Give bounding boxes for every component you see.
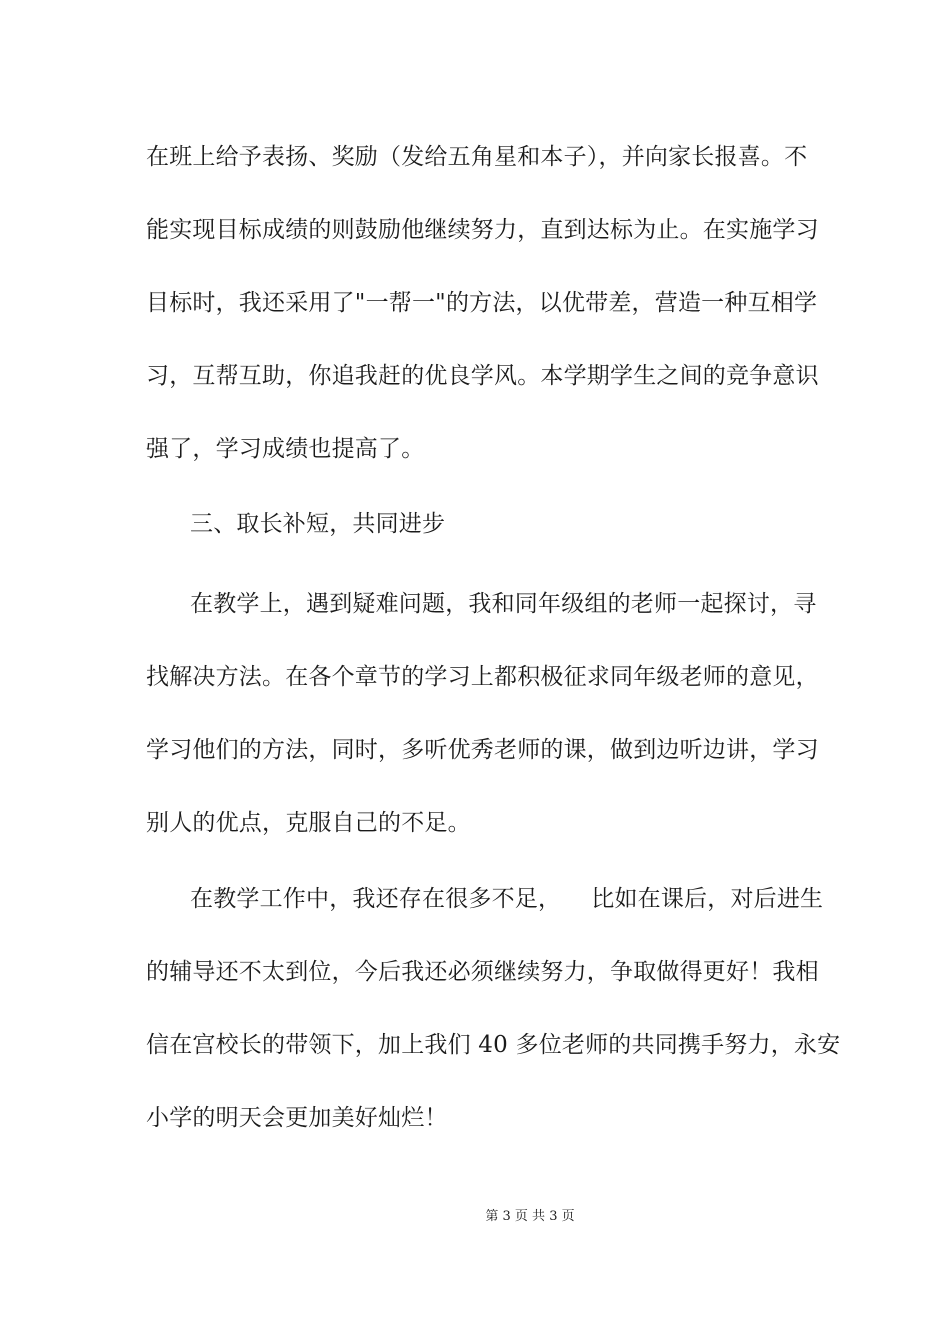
paragraph-line: 在教学上，遇到疑难问题，我和同年级组的老师一起探讨，寻 — [190, 591, 817, 617]
paragraph-line: 在教学工作中，我还存在很多不足， 比如在课后，对后进生 — [190, 886, 824, 912]
page-footer: 第 3 页 共 3 页 — [485, 1209, 575, 1224]
paragraph-line: 习，互帮互助，你追我赶的优良学风。本学期学生之间的竞争意识 — [146, 363, 819, 389]
paragraph-line: 小学的明天会更加美好灿烂！ — [146, 1105, 448, 1131]
paragraph-line: 信在宫校长的带领下，加上我们 40 多位老师的共同携手努力，永安 — [146, 1032, 841, 1058]
paragraph-line: 能实现目标成绩的则鼓励他继续努力，直到达标为止。在实施学习 — [146, 217, 819, 243]
paragraph-line: 别人的优点，克服自己的不足。 — [146, 810, 471, 836]
paragraph-line: 的辅导还不太到位，今后我还必须继续努力，争取做得更好！我相 — [146, 959, 819, 985]
paragraph-line: 强了，学习成绩也提高了。 — [146, 436, 425, 462]
section-heading: 三、取长补短，共同进步 — [190, 511, 446, 537]
paragraph-line: 在班上给予表扬、奖励（发给五角星和本子），并向家长报喜。不 — [146, 144, 808, 170]
paragraph-line: 目标时，我还采用了"一帮一"的方法，以优带差，营造一种互相学 — [146, 290, 818, 316]
paragraph-line: 学习他们的方法，同时，多听优秀老师的课，做到边听边讲，学习 — [146, 737, 819, 763]
paragraph-line: 找解决方法。在各个章节的学习上都积极征求同年级老师的意见， — [146, 664, 819, 690]
